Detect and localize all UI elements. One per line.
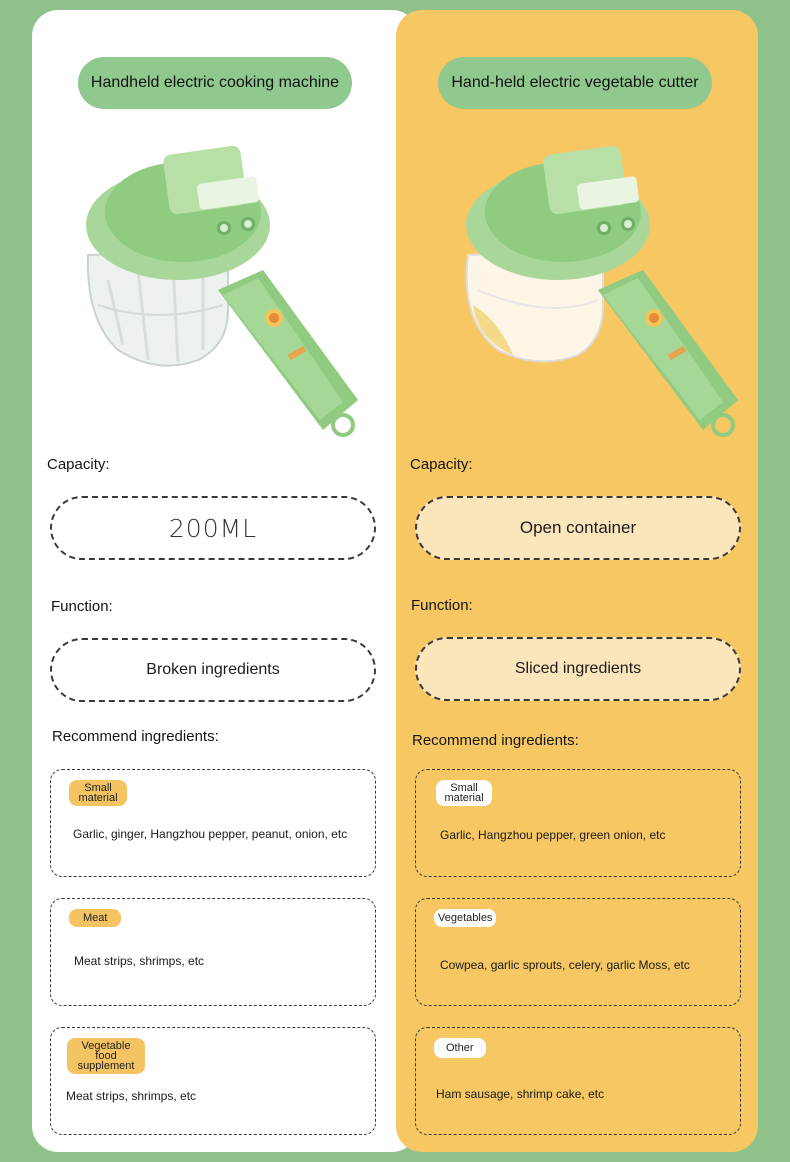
cutter-image [458,140,748,440]
right-function-pill [415,637,741,701]
right-tag-small-material: Small material [436,780,492,806]
right-function-value: Sliced ingredients [514,660,642,677]
right-recommend-label: Recommend ingredients: [412,732,579,749]
left-capacity-value: 200ML [168,513,258,543]
left-box-text: Meat strips, shrimps, etc [66,1089,197,1103]
right-box-vegetables [415,898,741,1006]
left-tag-vegetable: Vegetable food supplement [67,1038,145,1074]
right-box-text: Ham sausage, shrimp cake, etc [436,1087,605,1101]
right-title: Hand-held electric vegetable cutter [438,57,712,109]
right-capacity-label: Capacity: [410,456,473,473]
left-capacity-label: Capacity: [47,456,110,473]
left-box-meat [50,898,376,1006]
right-capacity-value: Open container [519,518,637,537]
left-recommend-label: Recommend ingredients: [52,728,219,745]
left-box-vegetable [50,1027,376,1135]
right-capacity-pill [415,496,741,560]
left-box-small-material [50,769,376,877]
right-tag-other: Other [434,1038,486,1058]
left-capacity-pill [50,496,376,560]
left-function-label: Function: [51,598,113,615]
right-tag-vegetables: Vegetables [434,909,496,927]
right-box-text: Cowpea, garlic sprouts, celery, garlic Moss, etc [440,958,690,972]
right-box-small-material [415,769,741,877]
right-box-other [415,1027,741,1135]
left-box-text: Meat strips, shrimps, etc [74,954,205,968]
left-title: Handheld electric cooking machine [78,57,352,109]
left-tag-meat: Meat [69,909,121,927]
left-tag-small-material: Small material [69,780,127,806]
chopper-image [78,140,368,440]
left-function-value: Broken ingredients [146,661,280,678]
left-function-pill [50,638,376,702]
right-function-label: Function: [411,597,473,614]
right-box-text: Garlic, Hangzhou pepper, green onion, etc [440,828,666,842]
left-box-text: Garlic, ginger, Hangzhou pepper, peanut, onion, etc [73,827,348,841]
